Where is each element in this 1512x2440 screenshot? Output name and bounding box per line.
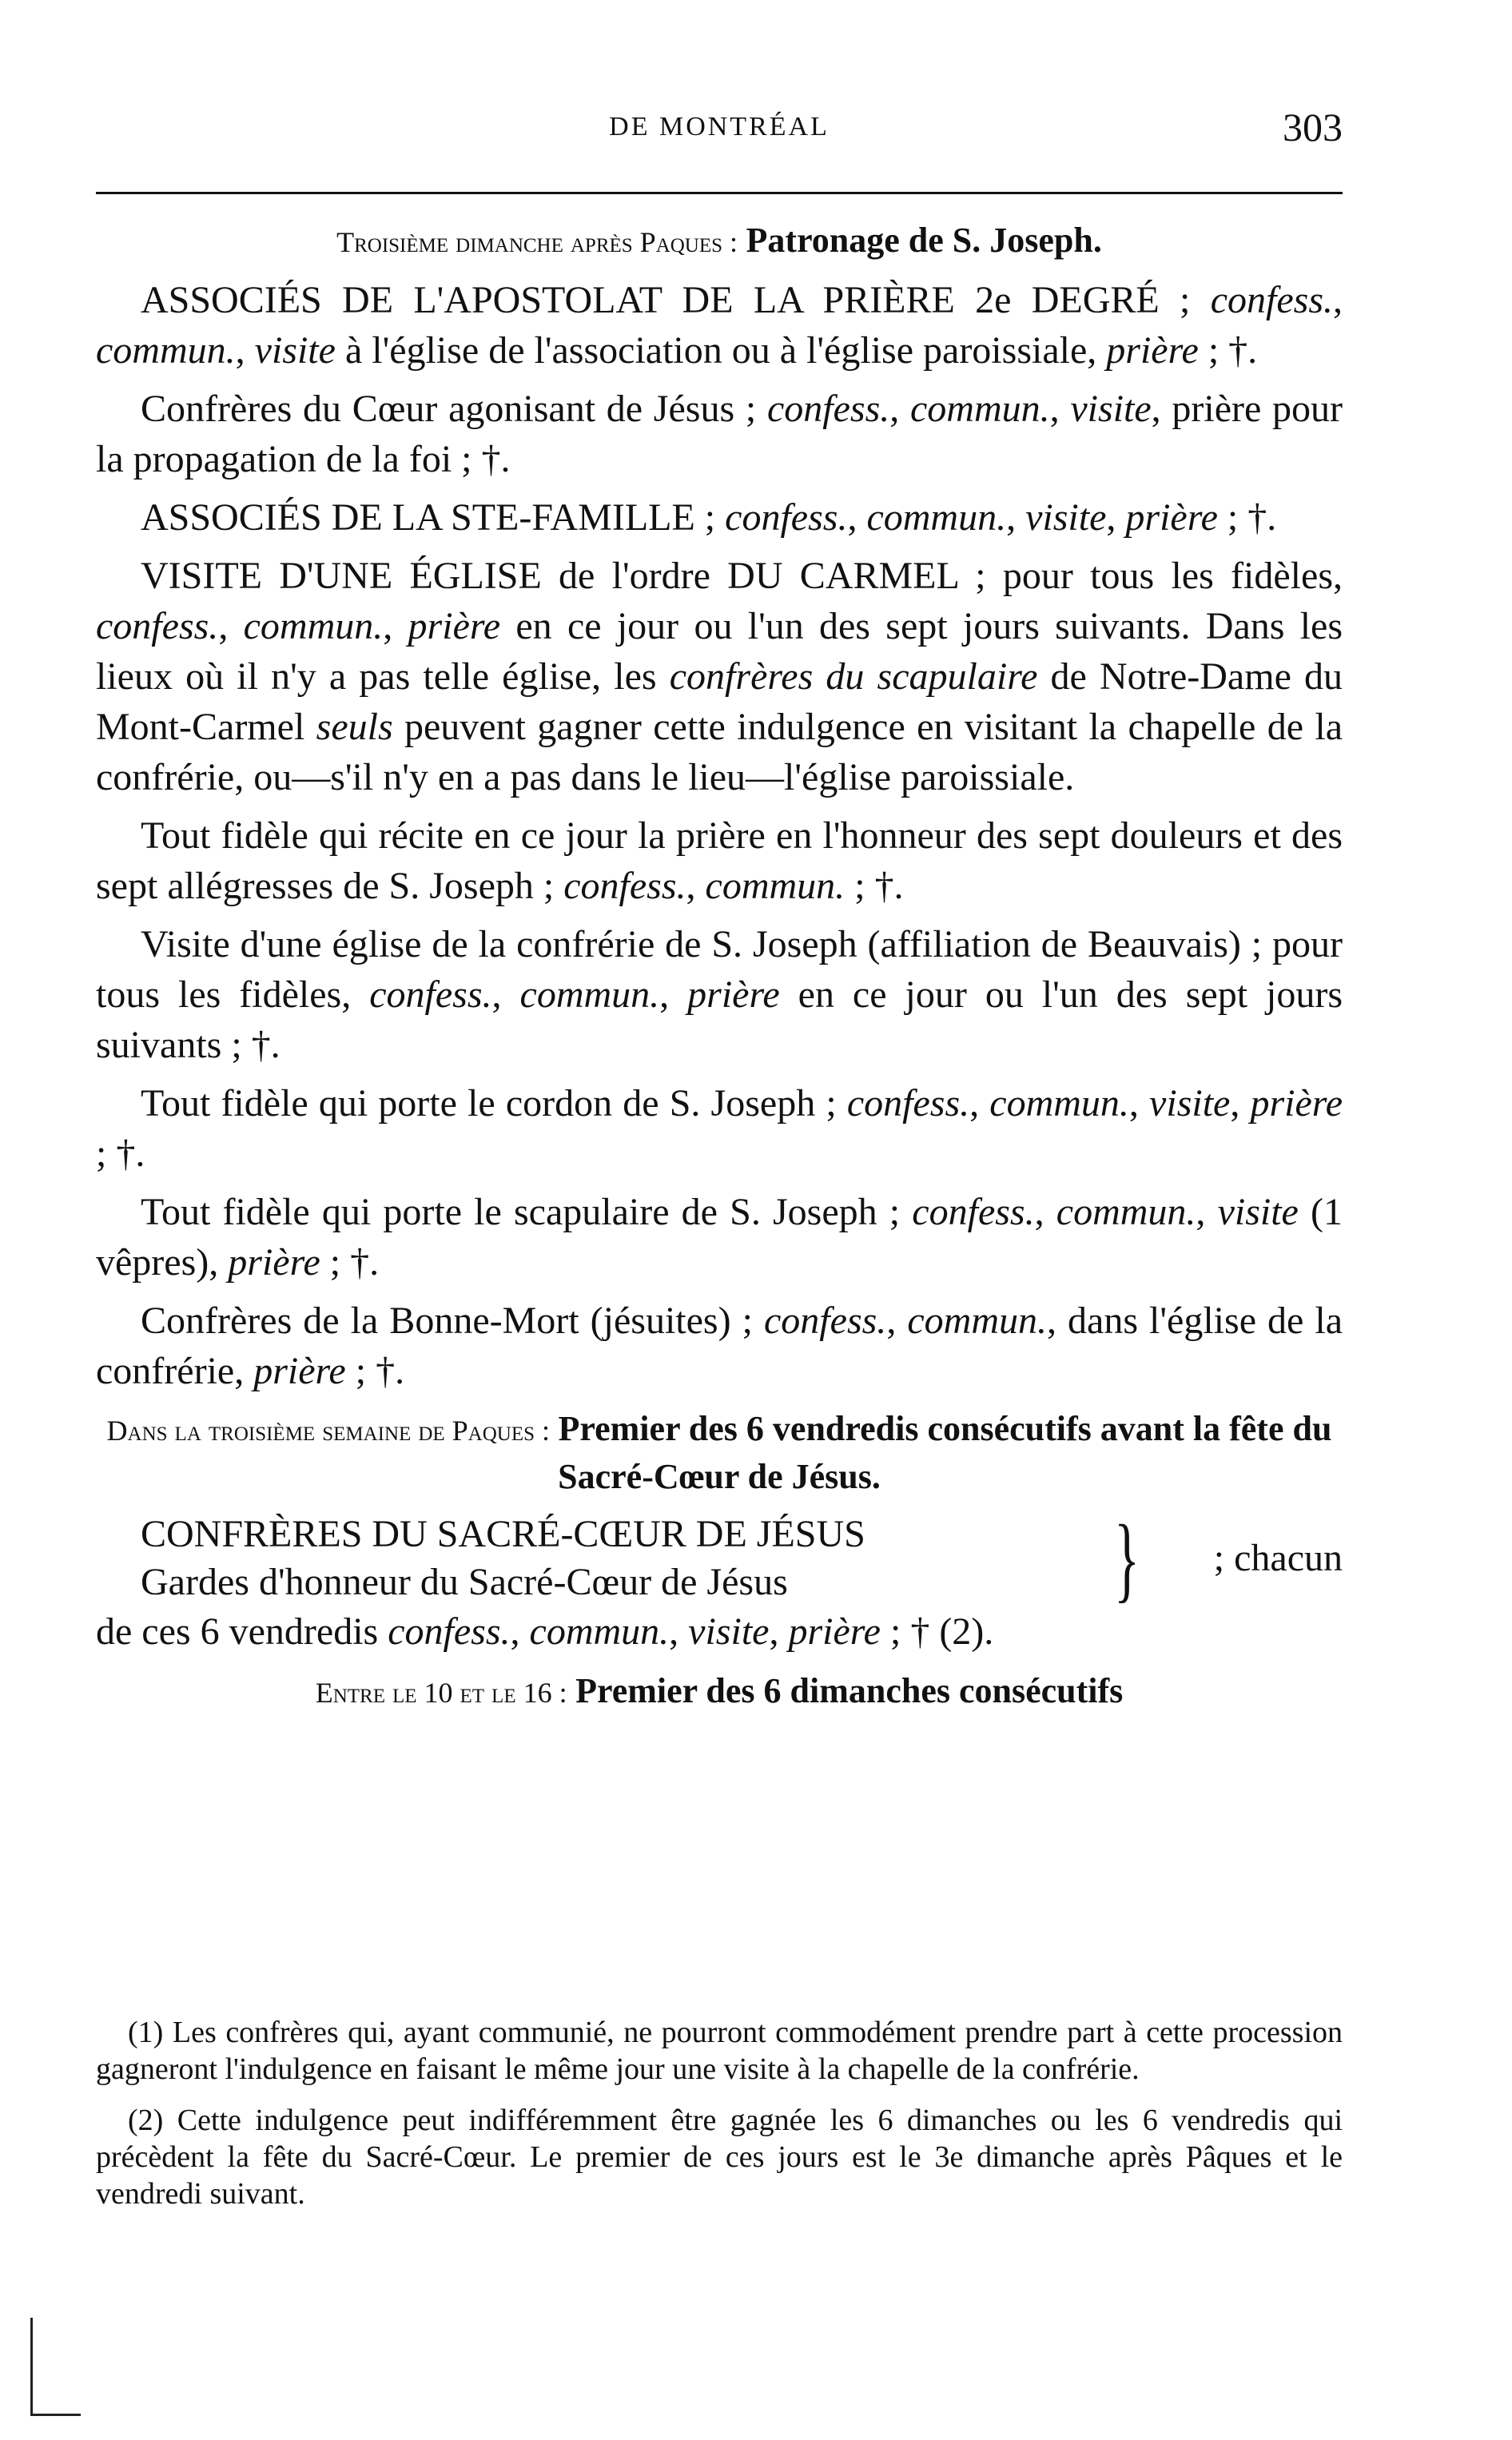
italic-abbrev: prière [1125, 496, 1218, 539]
indulgence-paragraph: Tout fidèle qui récite en ce jour la prière en l'honneur des sept douleurs et des sept allégresses de S. Joseph ; confess., commun. ; †. [96, 814, 1343, 907]
italic-abbrev: commun. [1056, 1191, 1196, 1233]
page-header [96, 104, 1343, 160]
italic-abbrev: confess. [388, 1610, 511, 1653]
italic-abbrev: commun. [529, 1610, 670, 1653]
heading-lead: Dans la troisième semaine de Paques : [106, 1415, 551, 1447]
italic-abbrev: confrères du scapulaire [669, 655, 1038, 698]
italic-abbrev: commun. [243, 605, 384, 647]
italic-abbrev: confess. [725, 496, 848, 539]
page-edge-border [30, 2318, 81, 2416]
indulgence-paragraph: VISITE D'UNE ÉGLISE de l'ordre DU CARMEL ; pour tous les fidèles, confess., commun., prière en ce jour ou l'un des sept jours suivants. Dans les lieux où il n'y a pas telle église, les confrères du scapulaire de Notre-Dame du Mont-Carmel seuls peuvent gagner cette indulgence en visitant la chapelle de la confrérie, ou—s'il n'y en a pas dans le lieu—l'église paroissiale. [96, 555, 1343, 798]
chacun-text: ; chacun [1213, 1537, 1343, 1579]
italic-abbrev: confess. [846, 1082, 970, 1124]
confreres-sacre-coeur-block [96, 1505, 1343, 1611]
heading-lead: Troisième dimanche après Paques : [336, 226, 738, 258]
italic-abbrev: prière [1106, 329, 1199, 372]
italic-abbrev: commun. [705, 865, 846, 907]
heading-main: Premier des 6 dimanches consécutifs [575, 1671, 1124, 1710]
page-number: 303 [1283, 105, 1343, 149]
italic-abbrev: confess. [766, 388, 890, 430]
italic-abbrev: prière [788, 1610, 881, 1653]
italic-abbrev: confess. [912, 1191, 1035, 1233]
header-rule [96, 192, 1343, 194]
heading-main: Patronage de S. Joseph. [746, 221, 1102, 260]
italic-abbrev: prière [1250, 1082, 1343, 1124]
confreres-line: CONFRÈRES DU SACRÉ-CŒUR DE JÉSUS [141, 1513, 865, 1555]
running-title: DE MONTRÉAL [609, 112, 830, 141]
indulgence-paragraph: ASSOCIÉS DE LA STE-FAMILLE ; confess., commun., visite, prière ; †. [141, 496, 1277, 539]
gardes-line: Gardes d'honneur du Sacré-Cœur de Jésus [141, 1561, 788, 1603]
italic-abbrev: confess. [369, 973, 492, 1016]
indulgence-paragraph: ASSOCIÉS DE L'APOSTOLAT DE LA PRIÈRE 2e DEGRÉ ; confess., commun., visite à l'église de l'association ou à l'église paroissiale, prière ; †. [96, 279, 1343, 372]
italic-abbrev: prière [253, 1350, 346, 1392]
section-heading-dimanches [96, 1668, 1343, 1716]
italic-abbrev: visite [1025, 496, 1107, 539]
italic-abbrev: prière [687, 973, 780, 1016]
heading-main: Premier des 6 vendredis consécutifs avant la fête du Sacré-Cœur de Jésus. [558, 1409, 1332, 1496]
italic-abbrev: visite [1217, 1191, 1299, 1233]
italic-abbrev: visite [688, 1610, 770, 1653]
indulgence-paragraph: Tout fidèle qui porte le cordon de S. Joseph ; confess., commun., visite, prière ; †. [96, 1082, 1343, 1175]
confreres-lines [96, 1511, 1103, 1606]
indulgence-list [96, 275, 1343, 1396]
italic-abbrev: commun. [96, 329, 236, 372]
italic-abbrev: commun. [907, 1300, 1047, 1342]
italic-abbrev: visite [254, 329, 336, 372]
italic-abbrev: visite [1070, 388, 1152, 430]
heading-lead: Entre le 10 et le 16 : [315, 1677, 567, 1709]
vendredis-conditions: de ces 6 vendredis confess., commun., visite, prière ; † (2). [96, 1610, 994, 1653]
footnote: (1) Les confrères qui, ayant communié, ne pourront commodément prendre part à cette procession gagneront l'indulgence en faisant le même jour une visite à la chapelle de la confrérie. [96, 2016, 1343, 2086]
footnote: (2) Cette indulgence peut indifféremment être gagnée les 6 dimanches ou les 6 vendredis qui précèdent la fête du Sacré-Cœur. Le premier de ces jours est le 3e dimanche après Pâques et le vendredi suivant. [96, 2104, 1343, 2211]
brace-glyph: } [1114, 1505, 1140, 1611]
footnotes [96, 2014, 1343, 2227]
italic-abbrev: prière [408, 605, 501, 647]
indulgence-paragraph: Confrères de la Bonne-Mort (jésuites) ; confess., commun., dans l'église de la confrérie, prière ; †. [96, 1300, 1343, 1392]
section-heading-patronage [96, 217, 1343, 265]
italic-abbrev: confess. [563, 865, 686, 907]
italic-abbrev: seuls [316, 706, 393, 748]
italic-abbrev: commun. [866, 496, 1007, 539]
italic-abbrev: commun. [910, 388, 1050, 430]
italic-abbrev: commun. [989, 1082, 1129, 1124]
italic-abbrev: commun. [519, 973, 660, 1016]
italic-abbrev: prière [228, 1241, 320, 1284]
indulgence-paragraph: Visite d'une église de la confrérie de S. Joseph (affiliation de Beauvais) ; pour tous les fidèles, confess., commun., prière en ce jour ou l'un des sept jours suivants ; †. [96, 923, 1343, 1066]
body-text [96, 208, 1343, 1726]
indulgence-paragraph: Tout fidèle qui porte le scapulaire de S. Joseph ; confess., commun., visite (1 vêpres), prière ; †. [96, 1191, 1343, 1284]
italic-abbrev: confess. [96, 605, 219, 647]
italic-abbrev: visite [1149, 1082, 1231, 1124]
italic-abbrev: confess. [1210, 279, 1333, 321]
italic-abbrev: confess. [764, 1300, 887, 1342]
indulgence-paragraph: Confrères du Cœur agonisant de Jésus ; confess., commun., visite, prière pour la propagation de la foi ; †. [96, 388, 1343, 480]
section-heading-vendredis [96, 1406, 1343, 1501]
